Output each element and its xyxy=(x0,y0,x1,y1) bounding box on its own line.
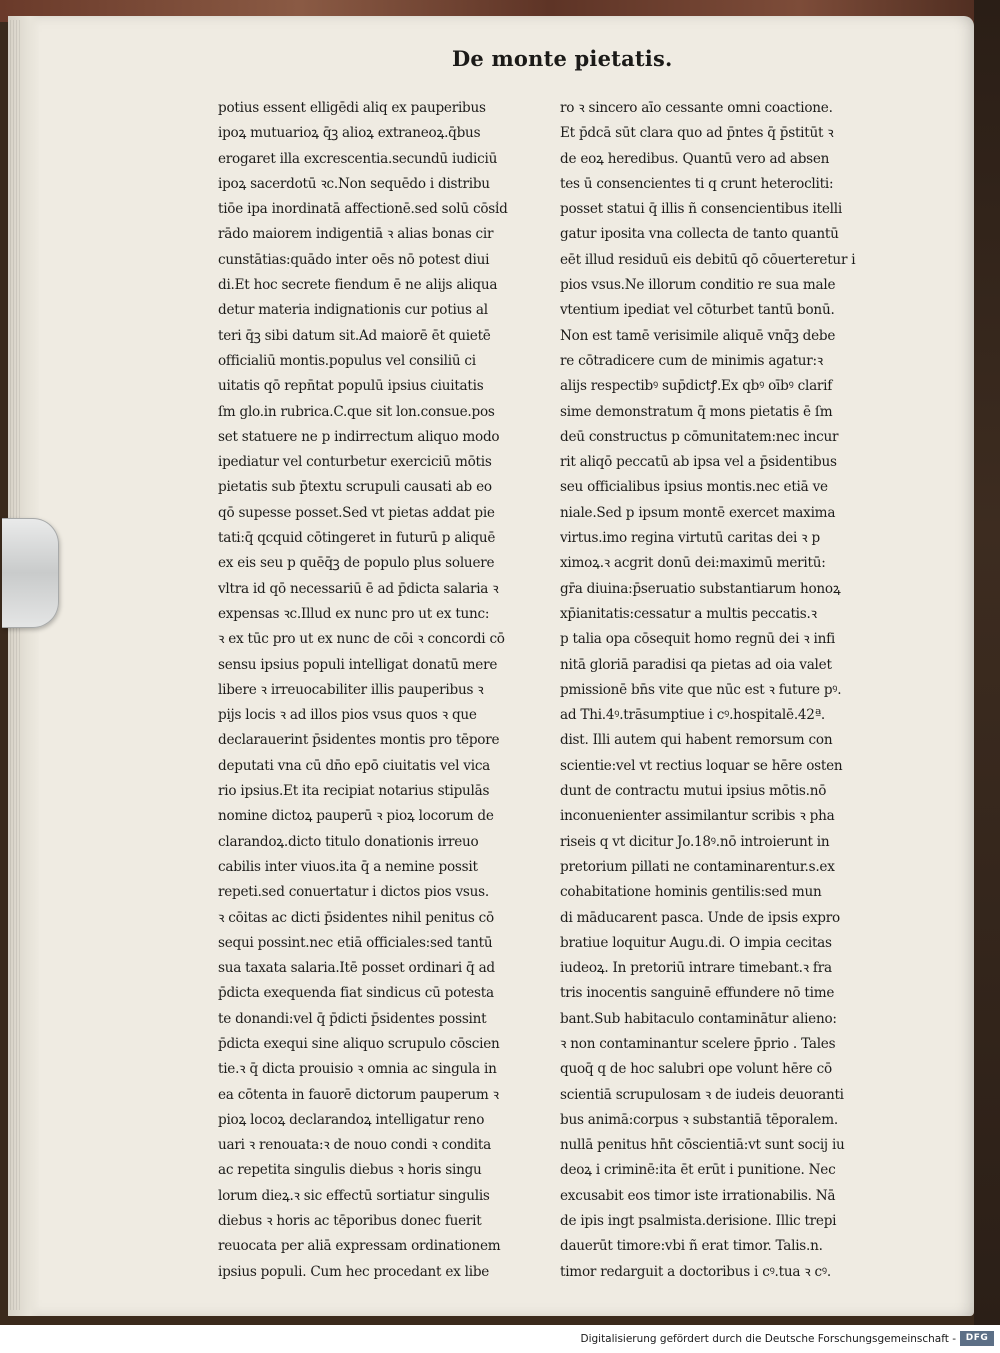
text-line: detur materia indignationis cur potius al xyxy=(218,302,488,319)
text-line: ꝛ non contaminantur scelere p̄prio . Tales xyxy=(560,1035,836,1052)
text-line: ac repetita singulis diebus ꝛ horis singu xyxy=(218,1162,482,1179)
text-line: uari ꝛ renouata:ꝛ de nouo condi ꝛ condita xyxy=(218,1137,491,1154)
text-line: ea cōtenta in fauorē dictorum pauperum ꝛ xyxy=(218,1086,499,1103)
text-line: tes ū consencientes ti q crunt heterocliti: xyxy=(560,175,834,192)
text-line: pretorium pillati ne contaminarentur.s.ex xyxy=(560,858,835,875)
page-edges xyxy=(10,20,20,1310)
text-line: cunstātias:quādo inter oēs nō potest diui xyxy=(218,251,490,268)
footer-bar xyxy=(0,1325,1000,1353)
text-line: iudeoꝝ. In pretoriū intrare timebant.ꝛ fra xyxy=(560,960,832,977)
text-line: re cōtradicere cum de minimis agatur:ꝛ xyxy=(560,352,823,369)
text-line: qō supesse posset.Sed vt pietas addat pie xyxy=(218,504,495,521)
text-line: p̄dicta exequi sine aliquo scrupulo cōscien xyxy=(218,1035,500,1052)
text-line: ſm glo.in rubrica.C.que sit lon.consue.pos xyxy=(218,403,495,420)
text-line: ad Thi.4ꝰ.trāsumptiue i cꝰ.hospitalē.42ª. xyxy=(560,707,825,724)
funding-credit: Digitalisierung gefördert durch die Deutsche Forschungsgemeinschaft - xyxy=(580,1333,956,1345)
text-line: ro ꝛ sincero aīo cessante omni coactione. xyxy=(560,100,833,116)
text-line: pioꝝ locoꝝ declarandoꝝ intelligatur reno xyxy=(218,1111,485,1128)
text-line: bus animā:corpus ꝛ substantiā tēporalem. xyxy=(560,1111,838,1128)
text-line: declarauerint p̄sidentes montis pro tēpore xyxy=(218,732,500,749)
text-line: riseis q vt dicitur Jo.18ꝰ.nō introierunt in xyxy=(560,833,830,850)
text-line: excusabit eos timor iste irrationabilis. Nā xyxy=(560,1187,836,1204)
text-line: deū constructus p cōmunitatem:nec incur xyxy=(560,428,839,445)
text-line: clarandoꝝ.dicto titulo donationis irreuo xyxy=(218,833,479,850)
text-line: vtentium ipediat vel cōturbet tantū bonū. xyxy=(560,302,835,319)
text-line: dauerūt timore:vbi ñ erat timor. Talis.n. xyxy=(560,1238,823,1255)
text-line: tiōe ipa inordinatā affectionē.sed solū cōsi̾d xyxy=(218,201,508,218)
text-line: timor redarguit a doctoribus i cꝰ.tua ꝛ cꝰ. xyxy=(560,1263,831,1280)
book-cover-right xyxy=(974,0,1000,1325)
text-line: nitā gloriā paradisi qa pietas ad oia valet xyxy=(560,656,832,673)
text-line: pietatis sub p̄textu scrupuli causati ab eo xyxy=(218,479,492,496)
text-line: dunt de contractu mutui ipsius mōtis.nō xyxy=(560,783,827,800)
text-line: virtus.imo regina virtutū caritas dei ꝛ p xyxy=(560,530,820,547)
text-line: uitatis qō repn̄tat populū ipsius ciuitatis xyxy=(218,378,484,395)
text-line: diebus ꝛ horis ac tēporibus donec fuerit xyxy=(218,1213,482,1230)
text-line: sua taxata salaria.Itē posset ordinari q̄ ad xyxy=(218,960,495,977)
text-line: quoq̄ q de hoc salubri ope volunt hēre cō xyxy=(560,1061,832,1078)
text-line: p talia opa cōsequit homo regnū dei ꝛ infi xyxy=(560,631,836,648)
text-line: xp̄ianitatis:cessatur a multis peccatis.ꝛ xyxy=(560,605,817,622)
text-line: gatur iposita vna collecta de tanto quantū xyxy=(560,226,839,243)
text-line: ipoꝝ mutuarioꝝ q̄ꝫ alioꝝ extraneoꝝ.q̄bus xyxy=(218,125,481,142)
right-text-column xyxy=(560,96,888,1285)
text-line: rit aliqō peccatū ab ipsa vel a p̄sidentibus xyxy=(560,454,837,471)
text-line: cabilis inter viuos.ita q̄ a nemine possit xyxy=(218,858,478,875)
text-line: expensas ꝛc.Illud ex nunc pro ut ex tunc: xyxy=(218,605,490,622)
text-line: scientie:vel vt rectius loquar se hēre osten xyxy=(560,757,843,774)
text-line: de eoꝝ heredibus. Quantū vero ad absen xyxy=(560,150,830,167)
text-line: potius essent elligēdi aliq ex pauperibus xyxy=(218,100,486,116)
dfg-logo: DFG xyxy=(960,1331,994,1346)
text-line: reuocata per aliā expressam ordinationem xyxy=(218,1238,501,1255)
text-line: de ipis ingt psalmista.derisione. Illic trepi xyxy=(560,1213,837,1230)
text-line: repeti.sed conuertatur i dictos pios vsus. xyxy=(218,884,489,901)
text-line: eēt illud residuū eis debitū qō cōuerteretur i xyxy=(560,251,856,268)
page-clip xyxy=(2,518,59,628)
text-line: ex eis seu p quēq̄ꝫ de populo plus soluere xyxy=(218,555,495,572)
text-line: lorum dieꝝ.ꝛ sic effectū sortiatur singulis xyxy=(218,1187,490,1204)
text-line: sensu ipsius populi intelligat donatū mere xyxy=(218,656,498,673)
text-line: set statuere ne p indirrectum aliquo modo xyxy=(218,428,500,445)
text-line: p̄dicta exequenda fiat sindicus cū potesta xyxy=(218,985,494,1002)
text-line: pmissionē bn̄s vite que nūc est ꝛ future pꝰ. xyxy=(560,681,842,698)
text-line: libere ꝛ irreuocabiliter illis pauperibus ꝛ xyxy=(218,681,484,698)
text-line: tris inocentis sanguinē effundere nō time xyxy=(560,985,835,1002)
text-line: nomine dictoꝝ pauperū ꝛ pioꝝ locorum de xyxy=(218,808,494,825)
text-line: Et p̄dcā sūt clara quo ad p̄ntes q̄ p̄stitūt ꝛ xyxy=(560,125,834,142)
text-line: nullā penitus hn̄t cōscientiā:vt sunt socij iu xyxy=(560,1137,845,1154)
text-line: gr̄a diuina:p̄seruatio substantiarum honoꝝ xyxy=(560,580,841,597)
text-line: rio ipsius.Et ita recipiat notarius stipulās xyxy=(218,783,490,800)
text-line: di māducarent pasca. Unde de ipsis expro xyxy=(560,909,840,926)
text-line: sime demonstratum q̄ mons pietatis ē ſm xyxy=(560,403,833,420)
text-line: sequi possint.nec etiā officiales:sed tantū xyxy=(218,934,493,951)
text-line: bant.Sub habitaculo contaminātur alieno: xyxy=(560,1010,837,1027)
text-line: tie.ꝛ q̄ dicta prouisio ꝛ omnia ac singula in xyxy=(218,1061,497,1078)
text-line: rādo maiorem indigentiā ꝛ alias bonas cir xyxy=(218,226,494,243)
text-line: ipediatur vel conturbetur exerciciū mōtis xyxy=(218,454,492,471)
text-line: cohabitatione hominis gentilis:sed mun xyxy=(560,884,822,901)
text-line: ꝛ ex tūc pro ut ex nunc de cōi ꝛ concordi cō xyxy=(218,631,505,648)
text-line: officialiū montis.populus vel consiliū ci xyxy=(218,352,476,369)
running-title: De monte pietatis. xyxy=(452,46,673,71)
text-line: di.Et hoc secrete fiendum ē ne alijs aliqua xyxy=(218,277,498,294)
text-line: niale.Sed p ipsum montē exercet maxima xyxy=(560,504,836,521)
text-line: dist. Illi autem qui habent remorsum con xyxy=(560,732,833,749)
text-line: posset statui q̄ illis ñ consencientibus itelli xyxy=(560,201,842,218)
text-line: deoꝝ i criminē:ita ēt erūt i punitione. Nec xyxy=(560,1162,836,1179)
text-line: scientiā scrupulosam ꝛ de iudeis deuoranti xyxy=(560,1086,844,1103)
text-line: ꝛ cōitas ac dicti p̄sidentes nihil penitus cō xyxy=(218,909,494,926)
text-line: Non est tamē verisimile aliquē vnq̄ꝫ debe xyxy=(560,327,836,344)
text-line: erogaret illa excrescentia.secundū iudiciū xyxy=(218,150,498,167)
text-line: pijs locis ꝛ ad illos pios vsus quos ꝛ que xyxy=(218,707,477,724)
text-line: vltra id qō necessariū ē ad p̄dicta salaria ꝛ xyxy=(218,580,499,597)
text-line: ipsius populi. Cum hec procedant ex libe xyxy=(218,1263,490,1280)
text-line: te donandi:vel q̄ p̄dicti p̄sidentes possint xyxy=(218,1010,487,1027)
text-line: tati:q̄ qcquid cōtingeret in futurū p aliquē xyxy=(218,530,496,547)
text-line: deputati vna cū dn̄o epō ciuitatis vel vica xyxy=(218,757,491,774)
text-line: alijs respectibꝰ sup̄dictꝭ.Ex qbꝰ oībꝰ clarif xyxy=(560,378,833,395)
text-line: bratiue loquitur Augu.di. O impia cecitas xyxy=(560,934,832,951)
text-line: seu officialibus ipsius montis.nec etiā ve xyxy=(560,479,828,496)
text-line: ximoꝝ.ꝛ acgrit donū dei:maximū meritū: xyxy=(560,555,826,572)
text-line: inconuenienter assimilantur scribis ꝛ pha xyxy=(560,808,835,825)
left-text-column xyxy=(218,96,550,1285)
text-line: pios vsus.Ne illorum conditio re sua male xyxy=(560,277,836,294)
text-line: teri q̄ꝫ sibi datum sit.Ad maiorē ēt quietē xyxy=(218,327,491,344)
text-line: ipoꝝ sacerdotū ꝛc.Non sequēdo i distribu xyxy=(218,175,490,192)
